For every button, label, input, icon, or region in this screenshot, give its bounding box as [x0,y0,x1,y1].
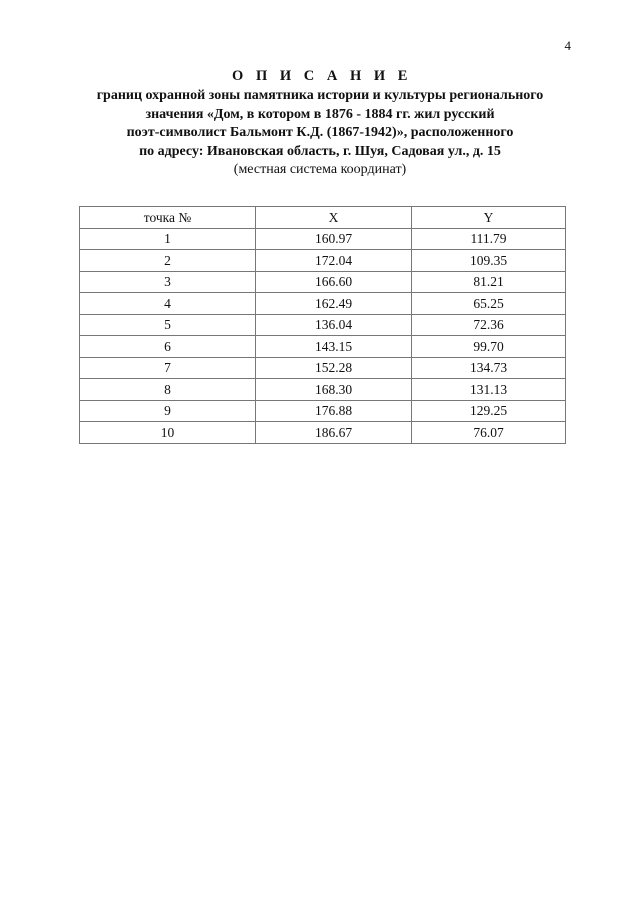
cell-x: 176.88 [256,400,412,422]
cell-y: 65.25 [412,293,566,315]
subtitle-line: границ охранной зоны памятника истории и культуры регионального [96,88,544,103]
page-number: 4 [564,38,571,53]
header-y: Y [412,207,566,229]
document-subtitle [0,87,640,161]
cell-point-number: 9 [80,400,256,422]
cell-point-number: 7 [80,357,256,379]
header-point-number: точка № [80,207,256,229]
table-row [80,336,566,358]
table-body [80,228,566,443]
cell-y: 99.70 [412,336,566,358]
table-row [80,250,566,272]
title-block [0,66,640,179]
cell-x: 172.04 [256,250,412,272]
cell-y: 131.13 [412,379,566,401]
cell-point-number: 3 [80,271,256,293]
header-x: X [256,207,412,229]
cell-y: 76.07 [412,422,566,444]
cell-y: 81.21 [412,271,566,293]
table-row [80,357,566,379]
cell-y: 111.79 [412,228,566,250]
coordinate-system-note: (местная система координат) [233,162,407,177]
document-title: О П И С А Н И Е [232,68,412,84]
table-row [80,314,566,336]
table-row [80,228,566,250]
cell-x: 160.97 [256,228,412,250]
table-row [80,293,566,315]
cell-x: 166.60 [256,271,412,293]
table-row [80,379,566,401]
cell-point-number: 5 [80,314,256,336]
cell-y: 134.73 [412,357,566,379]
cell-x: 162.49 [256,293,412,315]
cell-x: 152.28 [256,357,412,379]
table-row [80,400,566,422]
cell-y: 72.36 [412,314,566,336]
cell-point-number: 1 [80,228,256,250]
subtitle-line: поэт-символист Бальмонт К.Д. (1867-1942)», расположенного [126,125,514,140]
cell-point-number: 10 [80,422,256,444]
cell-point-number: 6 [80,336,256,358]
subtitle-line: по адресу: Ивановская область, г. Шуя, Садовая ул., д. 15 [139,143,501,159]
cell-x: 143.15 [256,336,412,358]
coordinates-table [79,206,566,444]
subtitle-line: значения «Дом, в котором в 1876 - 1884 гг. жил русский [145,106,495,122]
table-header-row [80,207,566,229]
table-row [80,422,566,444]
cell-y: 109.35 [412,250,566,272]
cell-point-number: 4 [80,293,256,315]
table-row [80,271,566,293]
cell-point-number: 8 [80,379,256,401]
cell-y: 129.25 [412,400,566,422]
cell-x: 136.04 [256,314,412,336]
cell-x: 168.30 [256,379,412,401]
cell-point-number: 2 [80,250,256,272]
cell-x: 186.67 [256,422,412,444]
